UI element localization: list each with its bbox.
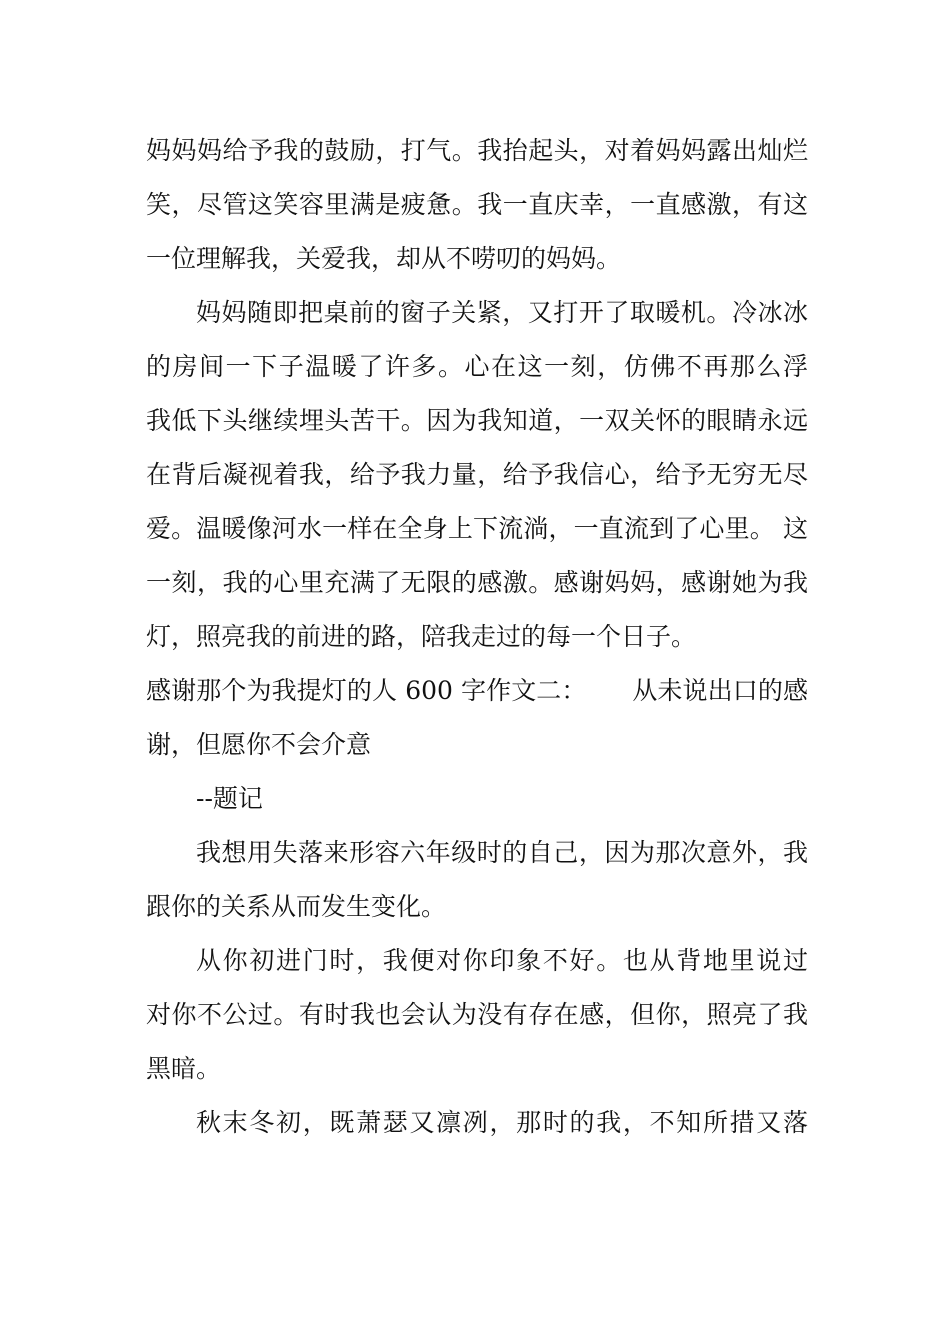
text-line: 灯，照亮我的前进的路，陪我走过的每一个日子。 bbox=[146, 622, 697, 651]
essay-text bbox=[146, 124, 808, 1150]
essay-title-line: 谢，但愿你不会介意 bbox=[146, 730, 372, 759]
paragraph-start-line: 秋末冬初，既萧瑟又凛冽，那时的我，不知所措又落 bbox=[196, 1108, 808, 1137]
text-line: 对你不公过。有时我也会认为没有存在感，但你，照亮了我 bbox=[146, 1000, 808, 1029]
text-line: 一刻，我的心里充满了无限的感激。感谢妈妈，感谢她为我 bbox=[146, 568, 808, 597]
text-line: 的房间一下子温暖了许多。心在这一刻，仿佛不再那么浮 bbox=[146, 352, 808, 381]
text-line: 笑，尽管这笑容里满是疲惫。我一直庆幸，一直感激，有这 bbox=[146, 190, 808, 219]
text-line: 一位理解我，关爱我，却从不唠叨的妈妈。 bbox=[146, 244, 622, 273]
essay-title-line: 感谢那个为我提灯的人 600 字作文二： 从未说出口的感 bbox=[146, 676, 808, 705]
epigraph-attribution: --题记 bbox=[196, 784, 263, 813]
text-line: 黑暗。 bbox=[146, 1054, 222, 1083]
text-line: 妈妈妈给予我的鼓励，打气。我抬起头，对着妈妈露出灿烂 bbox=[146, 136, 808, 165]
paragraph-start-line: 我想用失落来形容六年级时的自己，因为那次意外，我 bbox=[196, 838, 808, 867]
text-line: 爱。温暖像河水一样在全身上下流淌，一直流到了心里。 这 bbox=[146, 514, 808, 543]
text-line: 我低下头继续埋头苦干。因为我知道，一双关怀的眼睛永远 bbox=[146, 406, 808, 435]
paragraph-start-line: 从你初进门时，我便对你印象不好。也从背地里说过 bbox=[196, 946, 808, 975]
paragraph-start-line: 妈妈随即把桌前的窗子关紧，又打开了取暖机。冷冰冰 bbox=[196, 298, 808, 327]
text-line: 在背后凝视着我，给予我力量，给予我信心，给予无穷无尽 bbox=[146, 460, 808, 489]
text-line: 跟你的关系从而发生变化。 bbox=[146, 892, 447, 921]
